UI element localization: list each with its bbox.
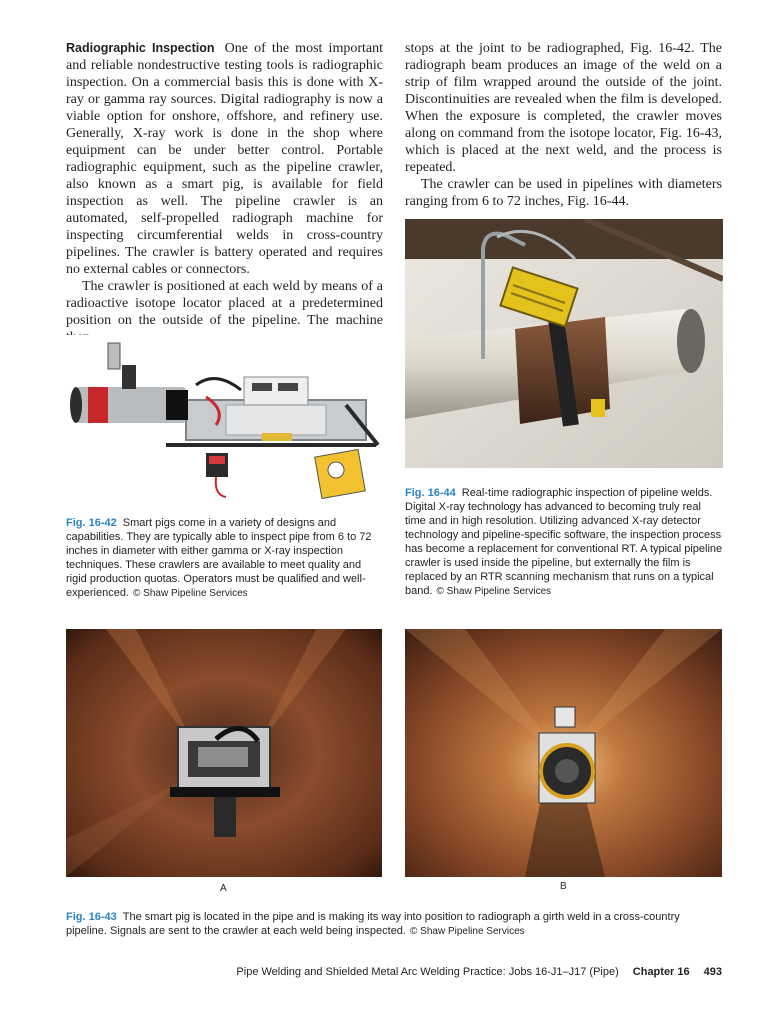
page-footer: [236, 966, 722, 978]
body-column-left: [66, 40, 383, 346]
subfigure-label-a: A: [220, 883, 227, 894]
paragraph: stops at the joint to be radiographed, Fig. 16-42. The radiograph beam produces an image of the weld on a strip of film wrapped around the outside of the joint. Discontinuities are revealed when the film is developed. When the exposure is completed, the crawler moves along on command from the isotope locator, Fig. 16-43, which is placed at the next weld, and the process is repeated.: [405, 41, 722, 175]
figure-number: Fig. 16-43: [66, 911, 117, 923]
section-heading: Radiographic Inspection: [66, 41, 215, 55]
paragraph-text: One of the most important and reliable nondestructive testing tools is radiographic inspection. On a commercial basis this is done with X-ray or gamma ray sources. Digital radiography is now a viable option for onshore, offshore, and refinery use. Generally, X-ray work is done in the shop where equipment can be under better control. Portable radiographic equipment, such as the pipeline crawler, also known as a smart pig, is available for field inspection as well. The pipeline crawler is an automated, self-propelled radiograph machine for inspecting circumferential welds in cross-country pipelines. The crawler is battery operated and requires no external cables or connectors.: [66, 41, 383, 277]
photo-credit: © Shaw Pipeline Services: [436, 586, 552, 597]
page-number: 493: [703, 966, 722, 978]
fig-16-42-caption: [66, 516, 384, 601]
caption-text: The smart pig is located in the pipe and is making its way into position to radiograph a girth weld in a cross-country pipeline. Signals are sent to the crawler at each weld being inspected.: [66, 911, 680, 937]
figure-number: Fig. 16-42: [66, 517, 117, 529]
fig-16-42-photo: [66, 335, 384, 505]
paragraph: The crawler is positioned at each weld by means of a radioactive isotope locator placed at a predetermined position on the outside of the pipeline. The machine: [66, 279, 383, 328]
fig-16-43-caption: [66, 910, 722, 939]
photo-credit: © Shaw Pipeline Services: [133, 588, 248, 599]
subfigure-label-b: B: [560, 881, 567, 892]
fig-16-43a-photo: [66, 629, 382, 877]
caption-text: Real-time radiographic inspection of pipeline welds. Digital X-ray technology has advanced to becoming truly real time and in high resolution. Utilizing advanced X-ray detector technology and pipeline-specific software, the inspection process has become a replacement for conventional RT. A typical pipeline crawler is used inside the pipeline, but externally the film is replaced by an RTR scanning mechanism that runs on a typical band.: [405, 487, 723, 597]
body-column-right: [405, 40, 722, 210]
paragraph: [66, 40, 383, 278]
fig-16-43b-photo: [405, 629, 722, 877]
fig-16-44-photo: [405, 219, 723, 468]
caption-text: Smart pigs come in a variety of designs and capabilities. They are typically able to inspect pipe from 6 to 72 inches in diameter with either gamma or X-ray inspection techniques. These crawlers are available to meet quality and rigid production quotas. Operators must be qualified and well-experienced.: [66, 517, 372, 599]
photo-credit: © Shaw Pipeline Services: [410, 926, 525, 937]
running-title: Pipe Welding and Shielded Metal Arc Welding Practice: Jobs 16-J1–J17 (Pipe): [236, 966, 619, 978]
chapter-label: Chapter 16: [632, 966, 690, 978]
fig-16-44-caption: [405, 486, 723, 599]
paragraph: The crawler can be used in pipelines with diameters ranging from 6 to 72 inches, Fig. 16-44.: [405, 177, 722, 209]
figure-number: Fig. 16-44: [405, 487, 456, 499]
